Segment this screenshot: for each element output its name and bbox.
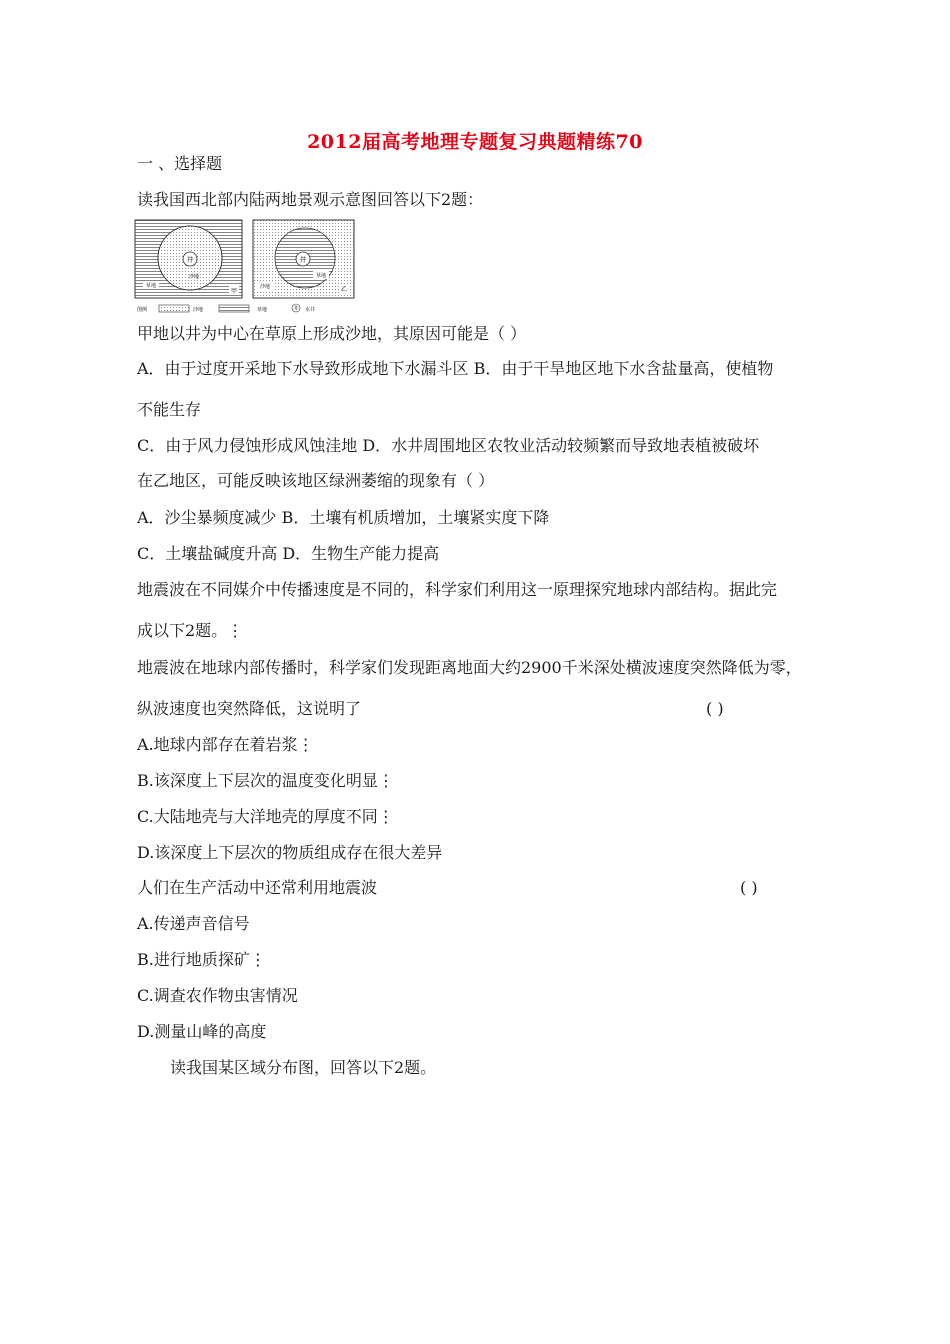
- legend-well: 水井: [305, 307, 316, 313]
- legend-sand: 沙地: [193, 307, 204, 313]
- intro-paragraph-1: 读我国西北部内陆两地景观示意图回答以下2题：: [137, 190, 484, 209]
- question-2-stem: 在乙地区，可能反映该地区绿洲萎缩的现象有（ ）: [137, 471, 495, 490]
- legend-well-icon: 井: [293, 306, 299, 312]
- question-3-stem-line2: 纵波速度也突然降低，这说明了: [137, 699, 362, 718]
- corner-label-jia: 甲: [230, 288, 238, 295]
- landscape-figure: [133, 216, 358, 316]
- intro-paragraph-3: 读我国某区域分布图，回答以下2题。: [170, 1058, 437, 1077]
- panel-jia: [135, 220, 242, 298]
- corner-label-yi: 乙: [340, 286, 348, 293]
- question-1-options-cd: C．由于风力侵蚀形成风蚀洼地 D．水井周围地区农牧业活动较频繁而导致地表植被破坏: [137, 436, 760, 455]
- legend-title: 图例: [137, 307, 148, 313]
- question-3-answer-paren: ( ): [706, 699, 724, 718]
- question-4-option-b: B.进行地质探矿⋮: [137, 950, 266, 969]
- question-1-option-b-cont: 不能生存: [137, 400, 202, 419]
- intro-paragraph-2-line2: 成以下2题。⋮: [137, 621, 244, 640]
- question-2-options-cd: C．土壤盐碱度升高 D．生物生产能力提高: [137, 544, 440, 563]
- question-4-option-c: C.调查农作物虫害情况: [137, 986, 298, 1005]
- question-3-option-b: B.该深度上下层次的温度变化明显⋮: [137, 771, 394, 790]
- outer-label-yi: 沙地: [259, 284, 271, 290]
- well-label-yi: 井: [299, 256, 307, 264]
- well-label-jia: 井: [186, 256, 194, 264]
- document-title: 2012届高考地理专题复习典题精练70: [307, 131, 643, 153]
- intro-paragraph-2-line1: 地震波在不同媒介中传播速度是不同的，科学家们利用这一原理探究地球内部结构。据此完: [137, 580, 778, 599]
- section-heading: 一 、选择题: [137, 154, 223, 173]
- question-1-stem: 甲地以井为中心在草原上形成沙地，其原因可能是（ ）: [137, 324, 527, 343]
- question-3-option-d: D.该深度上下层次的物质组成存在很大差异: [137, 843, 443, 862]
- inner-label-jia: 沙地: [188, 274, 200, 280]
- question-4-stem: 人们在生产活动中还常利用地震波: [137, 878, 378, 897]
- question-3-option-a: A.地球内部存在着岩浆⋮: [137, 735, 314, 754]
- panel-yi: [253, 220, 354, 298]
- legend-grass: 草地: [257, 307, 268, 313]
- question-3-stem-line1: 地震波在地球内部传播时，科学家们发现距离地面大约2900千米深处横波速度突然降低为零，: [137, 658, 802, 677]
- outer-label-jia: 草地: [145, 283, 157, 289]
- question-1-options-ab: A．由于过度开采地下水导致形成地下水漏斗区 B．由于干旱地区地下水含盐量高，使植物: [137, 359, 774, 378]
- question-2-options-ab: A．沙尘暴频度减少 B．土壤有机质增加，土壤紧实度下降: [137, 508, 550, 527]
- figure-legend: [137, 304, 315, 313]
- question-4-answer-paren: ( ): [740, 878, 758, 897]
- question-3-option-c: C.大陆地壳与大洋地壳的厚度不同⋮: [137, 807, 394, 826]
- question-4-option-d: D.测量山峰的高度: [137, 1022, 267, 1041]
- inner-label-yi: 草地: [315, 273, 327, 279]
- question-4-option-a: A.传递声音信号: [137, 914, 250, 933]
